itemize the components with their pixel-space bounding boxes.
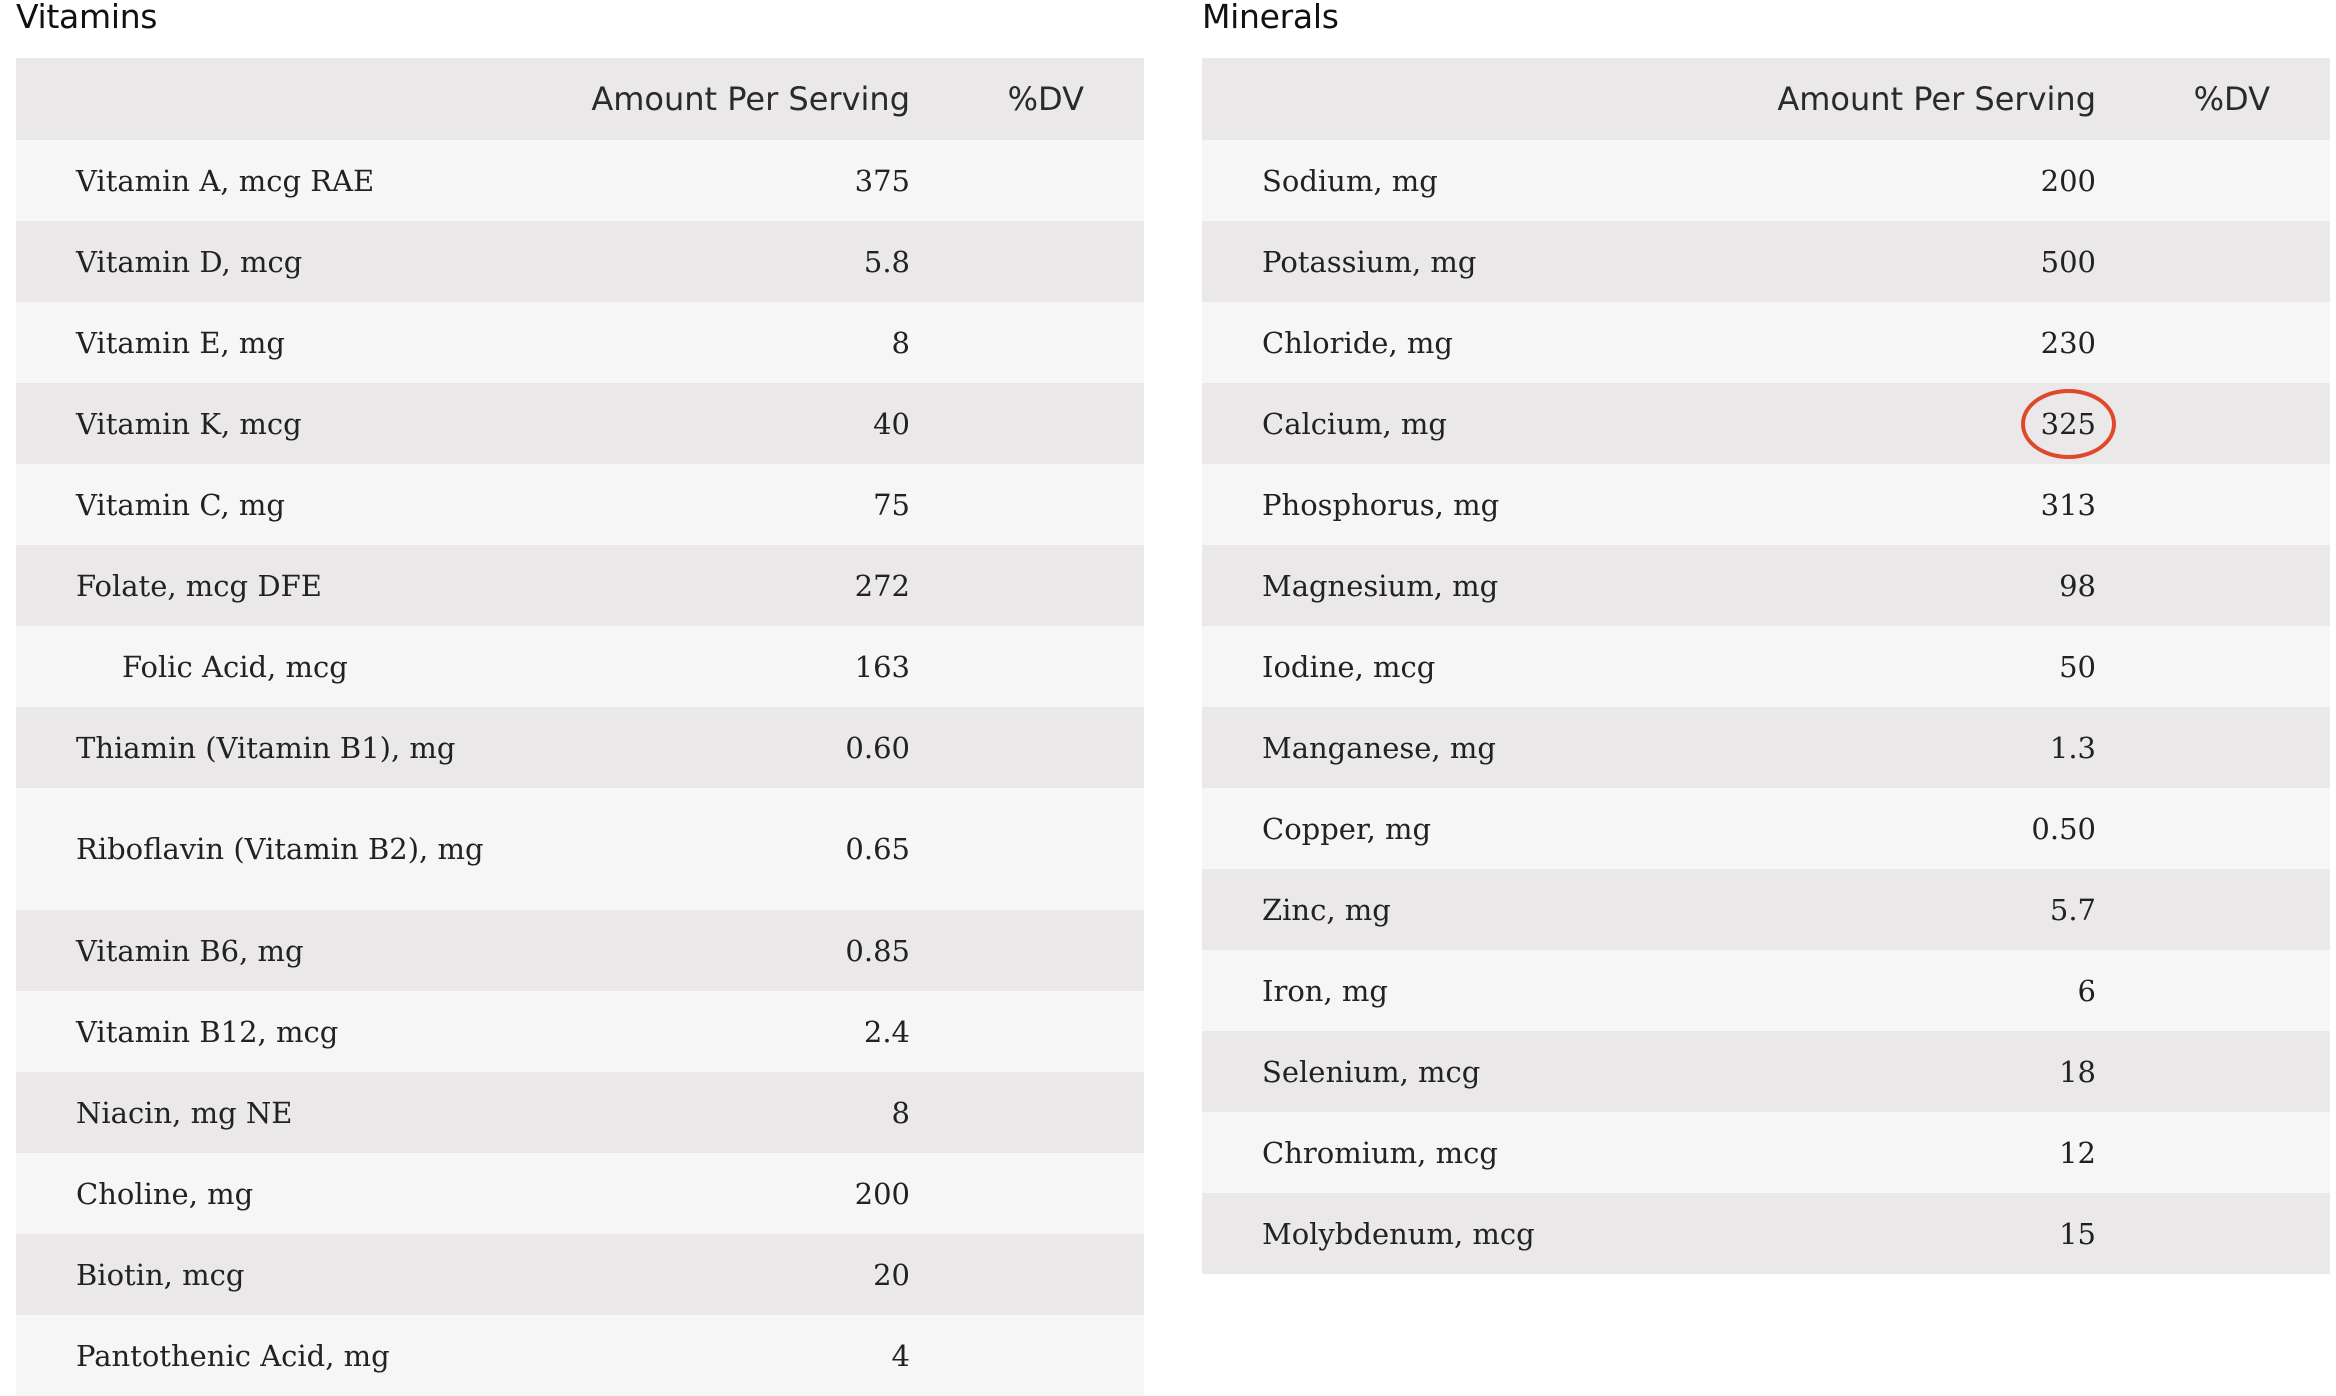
amount-cell	[1689, 464, 2096, 545]
table-row	[16, 1153, 1144, 1234]
amount-cell	[1689, 302, 2096, 383]
column-header-nutrient	[1202, 58, 1689, 140]
table-row	[1202, 221, 2330, 302]
nutrient-name: Niacin, mg NE	[76, 1095, 293, 1130]
amount-value: 6	[2077, 973, 2096, 1008]
column-header-nutrient	[16, 58, 503, 140]
amount-cell	[1689, 1031, 2096, 1112]
table-row	[16, 707, 1144, 788]
nutrient-name: Iron, mg	[1262, 973, 1388, 1008]
amount-cell	[503, 140, 910, 221]
nutrient-name: Thiamin (Vitamin B1), mg	[76, 730, 456, 765]
dv-cell	[910, 302, 1144, 383]
table-row	[1202, 950, 2330, 1031]
nutrient-name: Vitamin D, mcg	[76, 244, 303, 279]
amount-value: 20	[873, 1257, 910, 1292]
amount-cell	[1689, 788, 2096, 869]
circled-amount: 325	[2040, 406, 2096, 441]
dv-cell	[2096, 302, 2330, 383]
nutrient-name: Vitamin C, mg	[76, 487, 285, 522]
dv-cell	[2096, 950, 2330, 1031]
amount-cell	[1689, 869, 2096, 950]
amount-cell	[1689, 950, 2096, 1031]
vitamins-table-body	[16, 140, 1144, 1396]
minerals-panel	[1202, 0, 2330, 1274]
table-row	[1202, 545, 2330, 626]
amount-cell	[1689, 221, 2096, 302]
amount-value: 15	[2059, 1216, 2096, 1251]
nutrient-name: Choline, mg	[76, 1176, 254, 1211]
amount-cell	[1689, 545, 2096, 626]
dv-cell	[910, 140, 1144, 221]
amount-value: 0.60	[845, 730, 910, 765]
dv-cell	[910, 1072, 1144, 1153]
table-row	[1202, 140, 2330, 221]
amount-cell	[503, 383, 910, 464]
nutrient-name: Vitamin A, mcg RAE	[76, 163, 375, 198]
amount-cell	[1689, 140, 2096, 221]
table-row	[16, 991, 1144, 1072]
nutrient-name: Vitamin K, mcg	[76, 406, 302, 441]
nutrient-name: Folic Acid, mcg	[122, 649, 348, 684]
nutrient-name: Chromium, mcg	[1262, 1135, 1498, 1170]
table-row	[1202, 1112, 2330, 1193]
amount-cell	[503, 788, 910, 910]
nutrient-name: Vitamin B6, mg	[76, 933, 304, 968]
table-row	[1202, 869, 2330, 950]
dv-cell	[2096, 383, 2330, 464]
nutrient-name: Zinc, mg	[1262, 892, 1391, 927]
table-row	[1202, 464, 2330, 545]
amount-cell	[503, 302, 910, 383]
amount-value: 313	[2040, 487, 2096, 522]
amount-value: 272	[854, 568, 910, 603]
dv-cell	[910, 464, 1144, 545]
amount-cell	[503, 221, 910, 302]
table-row	[16, 140, 1144, 221]
nutrient-name: Phosphorus, mg	[1262, 487, 1500, 522]
amount-value: 5.7	[2049, 892, 2096, 927]
dv-cell	[910, 910, 1144, 991]
amount-cell	[503, 626, 910, 707]
amount-value: 12	[2059, 1135, 2096, 1170]
dv-cell	[2096, 545, 2330, 626]
dv-cell	[910, 707, 1144, 788]
dv-cell	[2096, 788, 2330, 869]
amount-value: 18	[2059, 1054, 2096, 1089]
amount-value: 8	[891, 325, 910, 360]
amount-value: 4	[891, 1338, 910, 1373]
minerals-header-row	[1202, 58, 2330, 140]
column-header-amount: Amount Per Serving	[1777, 80, 2096, 118]
table-row	[16, 545, 1144, 626]
amount-value: 50	[2059, 649, 2096, 684]
amount-cell	[1689, 1193, 2096, 1274]
column-header-dv: %DV	[1007, 80, 1084, 118]
table-row	[16, 221, 1144, 302]
amount-cell	[503, 1072, 910, 1153]
dv-cell	[2096, 140, 2330, 221]
amount-value: 40	[873, 406, 910, 441]
amount-cell	[503, 545, 910, 626]
dv-cell	[2096, 1193, 2330, 1274]
amount-value: 1.3	[2049, 730, 2096, 765]
nutrient-name: Molybdenum, mcg	[1262, 1216, 1535, 1251]
amount-cell	[1689, 383, 2096, 464]
amount-value: 2.4	[863, 1014, 910, 1049]
table-row	[16, 626, 1144, 707]
amount-cell	[503, 1234, 910, 1315]
dv-cell	[2096, 464, 2330, 545]
vitamins-table	[16, 58, 1144, 1396]
nutrient-name: Magnesium, mg	[1262, 568, 1499, 603]
amount-cell	[503, 1153, 910, 1234]
table-row	[1202, 383, 2330, 464]
dv-cell	[910, 383, 1144, 464]
dv-cell	[2096, 626, 2330, 707]
table-row	[16, 788, 1144, 910]
dv-cell	[2096, 1031, 2330, 1112]
table-row	[1202, 626, 2330, 707]
nutrient-name: Selenium, mcg	[1262, 1054, 1481, 1089]
amount-value: 5.8	[863, 244, 910, 279]
nutrient-name: Copper, mg	[1262, 811, 1432, 846]
table-row	[16, 1234, 1144, 1315]
dv-cell	[910, 1153, 1144, 1234]
amount-value: 0.65	[845, 832, 910, 866]
vitamins-header-row	[16, 58, 1144, 140]
amount-value: 500	[2040, 244, 2096, 279]
dv-cell	[910, 788, 1144, 910]
vitamins-title: Vitamins	[16, 0, 158, 36]
nutrient-name: Vitamin B12, mcg	[76, 1014, 339, 1049]
table-row	[16, 464, 1144, 545]
amount-value: 0.50	[2031, 811, 2096, 846]
minerals-table-body	[1202, 140, 2330, 1274]
amount-value: 75	[873, 487, 910, 522]
dv-cell	[910, 545, 1144, 626]
amount-value: 375	[854, 163, 910, 198]
amount-cell	[503, 991, 910, 1072]
amount-cell	[503, 464, 910, 545]
dv-cell	[2096, 1112, 2330, 1193]
nutrient-name: Calcium, mg	[1262, 406, 1447, 441]
table-row	[1202, 302, 2330, 383]
table-row	[1202, 707, 2330, 788]
table-row	[16, 383, 1144, 464]
amount-value: 163	[854, 649, 910, 684]
dv-cell	[910, 1315, 1144, 1396]
nutrient-name: Biotin, mcg	[76, 1257, 245, 1292]
dv-cell	[2096, 707, 2330, 788]
dv-cell	[2096, 221, 2330, 302]
amount-value: 0.85	[845, 933, 910, 968]
amount-cell	[1689, 707, 2096, 788]
dv-cell	[910, 991, 1144, 1072]
nutrient-name: Chloride, mg	[1262, 325, 1453, 360]
amount-value: 200	[2040, 163, 2096, 198]
nutrient-name: Pantothenic Acid, mg	[76, 1338, 390, 1373]
nutrient-name: Sodium, mg	[1262, 163, 1438, 198]
table-row	[16, 910, 1144, 991]
column-header-amount: Amount Per Serving	[591, 80, 910, 118]
table-row	[1202, 788, 2330, 869]
table-row	[1202, 1193, 2330, 1274]
table-row	[1202, 1031, 2330, 1112]
nutrient-name: Folate, mcg DFE	[76, 568, 322, 603]
dv-cell	[2096, 869, 2330, 950]
nutrient-name: Potassium, mg	[1262, 244, 1477, 279]
minerals-table	[1202, 58, 2330, 1274]
nutrient-name: Manganese, mg	[1262, 730, 1496, 765]
amount-cell	[503, 1315, 910, 1396]
amount-value: 230	[2040, 325, 2096, 360]
table-row	[16, 1072, 1144, 1153]
amount-value: 8	[891, 1095, 910, 1130]
amount-cell	[1689, 626, 2096, 707]
column-header-dv: %DV	[2193, 80, 2270, 118]
dv-cell	[910, 221, 1144, 302]
nutrient-name: Iodine, mcg	[1262, 649, 1436, 684]
vitamins-panel	[16, 0, 1144, 1396]
amount-cell	[1689, 1112, 2096, 1193]
minerals-title: Minerals	[1202, 0, 1339, 36]
amount-value: 200	[854, 1176, 910, 1211]
amount-cell	[503, 910, 910, 991]
dv-cell	[910, 1234, 1144, 1315]
table-row	[16, 302, 1144, 383]
amount-value: 98	[2059, 568, 2096, 603]
amount-cell	[503, 707, 910, 788]
nutrient-name: Riboflavin (Vitamin B2), mg	[76, 832, 484, 866]
dv-cell	[910, 626, 1144, 707]
table-row	[16, 1315, 1144, 1396]
nutrient-name: Vitamin E, mg	[76, 325, 285, 360]
